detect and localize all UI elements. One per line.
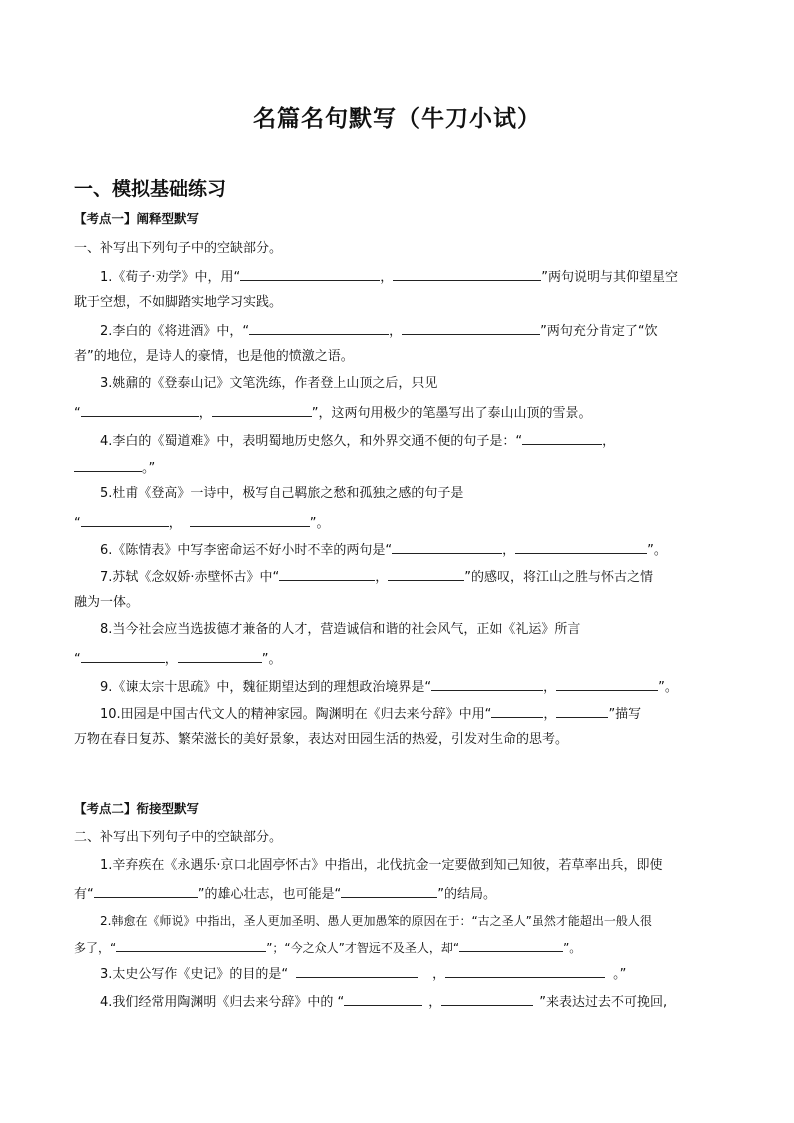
answer-blank[interactable] (81, 650, 165, 663)
question-5-line-1: 5.杜甫《登高》一诗中，极写自己羁旅之愁和孤独之感的句子是 (100, 486, 464, 501)
question-4-line-1: 4.李白的《蜀道难》中，表明蜀地历史悠久，和外界交通不便的句子是：“ ， (100, 434, 616, 449)
question-7-line-1: 7.苏轼《念奴娇·赤壁怀古》中“ ， ”的感叹，将江山之胜与怀古之情 (100, 570, 654, 585)
section-tag-2: 【考点二】衔接型默写 (74, 801, 200, 816)
answer-blank[interactable] (296, 965, 418, 978)
page-title: 名篇名句默写（牛刀小试） (253, 106, 541, 132)
answer-blank[interactable] (515, 541, 647, 554)
answer-blank[interactable] (178, 650, 262, 663)
answer-blank[interactable] (116, 939, 266, 952)
answer-blank[interactable] (341, 885, 437, 898)
answer-blank[interactable] (344, 993, 422, 1006)
question-2-line-1: 2.李白的《将进酒》中，“ ， ”两句充分肯定了“饮 (100, 324, 658, 339)
answer-blank[interactable] (556, 705, 608, 718)
question-8-line-1: 8.当今社会应当选拔德才兼备的人才，营造诚信和谐的社会风气，正如《礼运》所言 (100, 622, 581, 637)
answer-blank[interactable] (212, 404, 312, 417)
answer-blank[interactable] (445, 965, 605, 978)
question-10-line-1: 10.田园是中国古代文人的精神家园。陶渊明在《归去来兮辞》中用“ ， ”描写 (100, 707, 642, 722)
answer-blank[interactable] (81, 514, 169, 527)
instruction-1: 一、补写出下列句子中的空缺部分。 (74, 241, 283, 256)
question-3-line-1: 3.姚鼐的《登泰山记》文笔洗练，作者登上山顶之后，只见 (100, 376, 438, 391)
answer-blank[interactable] (392, 541, 502, 554)
answer-blank[interactable] (94, 885, 198, 898)
section-tag-1: 【考点一】阐释型默写 (74, 211, 200, 226)
question-6-line-1: 6.《陈情表》中写李密命运不好小时不幸的两句是“ ， ”。 (100, 543, 667, 558)
answer-blank[interactable] (459, 939, 563, 952)
answer-blank[interactable] (388, 568, 464, 581)
question-2-2-line-1: 2.韩愈在《师说》中指出，圣人更加圣明、愚人更加愚笨的原因在于：“古之圣人”虽然才能超出一般人很 (100, 914, 652, 928)
question-3-line-2: “ ， ”，这两句用极少的笔墨写出了泰山山顶的雪景。 (74, 406, 592, 421)
answer-blank[interactable] (279, 568, 375, 581)
question-2-1-line-2: 有“ ”的雄心壮志，也可能是“ ”的结局。 (74, 887, 496, 902)
question-2-2-line-2: 多了，“ ”；“今之众人”才智远不及圣人，却“ ”。 (74, 941, 582, 955)
question-5-line-2: “ ， ”。 (74, 516, 330, 531)
answer-blank[interactable] (491, 705, 543, 718)
answer-blank[interactable] (249, 322, 389, 335)
question-2-line-2: 者”的地位，是诗人的豪情，也是他的愤激之语。 (74, 349, 354, 364)
question-8-line-2: “ ， ”。 (74, 652, 282, 667)
answer-blank[interactable] (556, 678, 658, 691)
question-7-line-2: 融为一体。 (74, 595, 140, 610)
answer-blank[interactable] (522, 432, 602, 445)
question-1-line-2: 耽于空想，不如脚踏实地学习实践。 (74, 295, 283, 310)
answer-blank[interactable] (240, 268, 380, 281)
question-2-4-line-1: 4.我们经常用陶渊明《归去来兮辞》中的 “ ， ”来表达过去不可挽回, (100, 995, 668, 1010)
question-2-3-line-1: 3.太史公写作《史记》的目的是“ ， 。” (100, 967, 627, 982)
instruction-2: 二、补写出下列句子中的空缺部分。 (74, 830, 283, 845)
question-1-line-1: 1.《荀子·劝学》中，用“ ， ”两句说明与其仰望星空 (100, 270, 679, 285)
answer-blank[interactable] (190, 514, 310, 527)
answer-blank[interactable] (431, 678, 543, 691)
question-2-1-line-1: 1.辛弃疾在《永遇乐·京口北固亭怀古》中指出，北伐抗金一定要做到知己知彼，若草率出兵，即使 (100, 858, 663, 873)
answer-blank[interactable] (74, 459, 142, 472)
question-10-line-2: 万物在春日复苏、繁荣滋长的美好景象，表达对田园生活的热爱，引发对生命的思考。 (74, 732, 569, 747)
section-heading-1: 一、模拟基础练习 (74, 178, 227, 200)
answer-blank[interactable] (81, 404, 199, 417)
question-9-line-1: 9.《谏太宗十思疏》中，魏征期望达到的理想政治境界是“ ， ”。 (100, 680, 678, 695)
answer-blank[interactable] (441, 993, 533, 1006)
answer-blank[interactable] (402, 322, 540, 335)
answer-blank[interactable] (393, 268, 541, 281)
question-4-line-2: 。” (74, 459, 155, 477)
